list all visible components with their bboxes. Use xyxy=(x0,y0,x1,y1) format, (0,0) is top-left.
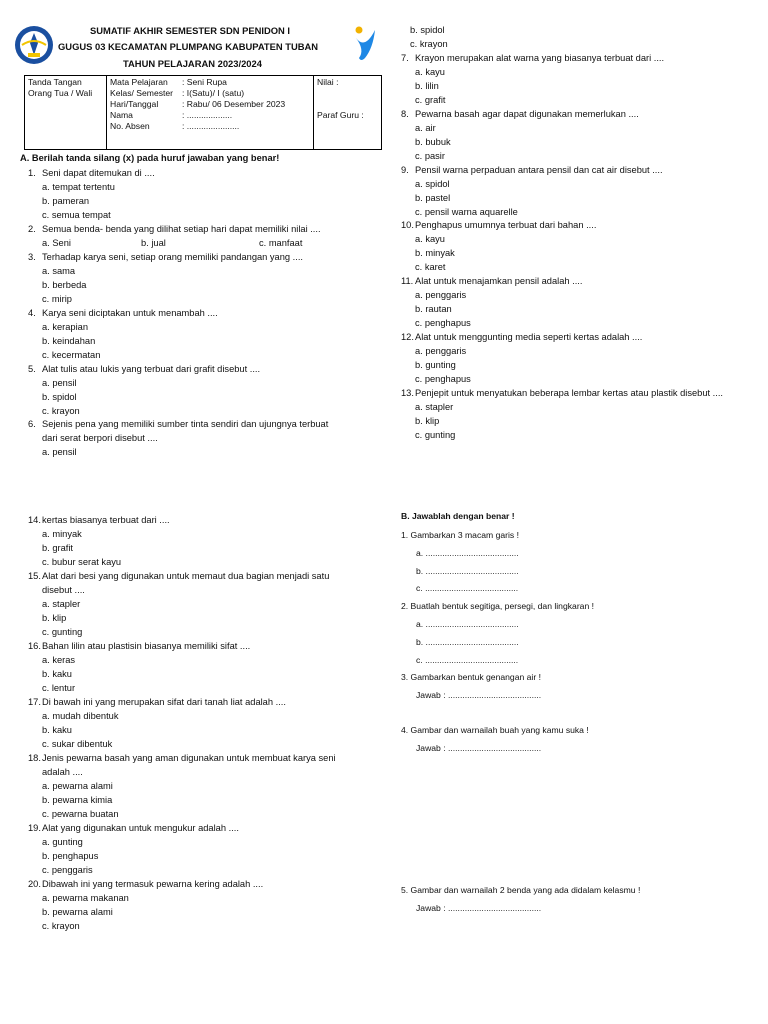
answer-option[interactable]: a. pensil xyxy=(42,447,77,457)
answer-option[interactable]: c. kecermatan xyxy=(42,350,101,360)
name-label: Nama xyxy=(110,110,133,120)
answer-option[interactable]: c. gunting xyxy=(415,430,456,440)
question-text: dari serat berpori disebut .... xyxy=(42,433,158,443)
question-number: 7. xyxy=(401,53,409,63)
answer-option[interactable]: a. pewarna makanan xyxy=(42,893,129,903)
answer-option[interactable]: b. klip xyxy=(42,613,67,623)
section-b-instruction: B. Jawablah dengan benar ! xyxy=(401,511,515,521)
answer-option[interactable]: b. pameran xyxy=(42,196,90,206)
question-text: Alat untuk menggunting media seperti kertas adalah .... xyxy=(415,332,643,342)
question-number: 4. xyxy=(28,308,36,318)
question-number: 14. xyxy=(28,515,41,525)
answer-option[interactable]: b. pewarna kimia xyxy=(42,795,113,805)
answer-option[interactable]: b. grafit xyxy=(42,543,74,553)
question-text: Di bawah ini yang merupakan sifat dari tanah liat adalah .... xyxy=(42,697,286,707)
answer-option[interactable]: b. kaku xyxy=(42,669,72,679)
question-text: Pensil warna perpaduan antara pensil dan cat air disebut .... xyxy=(415,165,663,175)
student-info-box xyxy=(24,75,382,150)
date-value: : Rabu/ 06 Desember 2023 xyxy=(182,99,286,109)
essay-question-5: 5. Gambar dan warnailah 2 benda yang ada didalam kelasmu ! xyxy=(401,885,641,895)
teacher-initial-label: Paraf Guru : xyxy=(317,110,364,120)
score-label: Nilai : xyxy=(317,77,339,87)
question-text: Pewarna basah agar dapat digunakan memerlukan .... xyxy=(415,109,639,119)
question-text: Terhadap karya seni, setiap orang memiliki pandangan yang .... xyxy=(42,252,303,262)
answer-option[interactable]: c. krayon xyxy=(42,406,80,416)
question-text: Penghapus umumnya terbuat dari bahan .... xyxy=(415,220,597,230)
answer-option[interactable]: c. krayon xyxy=(410,39,448,49)
question-text: Karya seni diciptakan untuk menambah .... xyxy=(42,308,218,318)
exam-title: SUMATIF AKHIR SEMESTER SDN PENIDON I xyxy=(90,25,291,36)
answer-option[interactable]: a. stapler xyxy=(415,402,454,412)
essay-answer-line[interactable]: Jawab : ....................................... xyxy=(416,743,542,753)
parent-sign-label: Tanda Tangan xyxy=(28,77,82,87)
question-text: Semua benda- benda yang dilihat setiap hari dapat memiliki nilai .... xyxy=(42,224,321,234)
answer-option[interactable]: c. karet xyxy=(415,262,446,272)
answer-option[interactable]: a. tempat tertentu xyxy=(42,182,115,192)
answer-option[interactable]: c. penggaris xyxy=(42,865,93,875)
question-number: 20. xyxy=(28,879,41,889)
essay-question-3: 3. Gambarkan bentuk genangan air ! xyxy=(401,672,541,682)
question-number: 13. xyxy=(401,388,414,398)
question-number: 11. xyxy=(401,276,414,286)
answer-option[interactable]: b. gunting xyxy=(415,360,456,370)
question-number: 12. xyxy=(401,332,414,342)
answer-option[interactable]: b. jual xyxy=(141,238,166,248)
class-value: : I(Satu)/ I (satu) xyxy=(182,88,245,98)
answer-option[interactable]: b. berbeda xyxy=(42,280,87,290)
essay-answer-line[interactable]: Jawab : ....................................... xyxy=(416,690,542,700)
absen-field[interactable]: : ...................... xyxy=(182,121,240,131)
answer-option[interactable]: b. minyak xyxy=(415,248,455,258)
subject-label: Mata Pelajaran xyxy=(110,77,168,87)
question-text: Krayon merupakan alat warna yang biasanya terbuat dari .... xyxy=(415,53,665,63)
school-cluster-line: GUGUS 03 KECAMATAN PLUMPANG KABUPATEN TUBAN xyxy=(58,41,319,52)
subject-value: : Seni Rupa xyxy=(182,77,227,87)
question-number: 1. xyxy=(28,168,36,178)
question-number: 19. xyxy=(28,823,41,833)
answer-option[interactable]: a. Seni xyxy=(42,238,71,248)
essay-answer-line[interactable]: b. ....................................... xyxy=(416,637,519,647)
answer-option[interactable]: b. bubuk xyxy=(415,137,451,147)
question-number: 16. xyxy=(28,641,41,651)
answer-option[interactable]: b. pewarna alami xyxy=(42,907,113,917)
question-text: Dibawah ini yang termasuk pewarna kering adalah .... xyxy=(42,879,264,889)
question-text: Penjepit untuk menyatukan beberapa lembar kertas atau plastik disebut .... xyxy=(415,388,724,398)
question-number: 5. xyxy=(28,364,36,374)
section-a-instruction: A. Berilah tanda silang (x) pada huruf jawaban yang benar! xyxy=(20,153,280,163)
answer-option[interactable]: a. spidol xyxy=(415,179,450,189)
question-text: Sejenis pena yang memiliki sumber tinta sendiri dan ujungnya terbuat xyxy=(42,419,329,429)
absen-label: No. Absen xyxy=(110,121,150,131)
question-text: adalah .... xyxy=(42,767,83,777)
essay-answer-line[interactable]: b. ....................................... xyxy=(416,566,519,576)
question-text: Alat tulis atau lukis yang terbuat dari grafit disebut .... xyxy=(42,364,261,374)
question-text: kertas biasanya terbuat dari .... xyxy=(42,515,170,525)
answer-option[interactable]: c. semua tempat xyxy=(42,210,111,220)
answer-option[interactable]: a. penggaris xyxy=(415,346,467,356)
answer-option[interactable]: c. sukar dibentuk xyxy=(42,739,113,749)
essay-answer-line[interactable]: a. ....................................... xyxy=(416,548,519,558)
essay-answer-line[interactable]: a. ....................................... xyxy=(416,619,519,629)
answer-option[interactable]: c. penghapus xyxy=(415,318,471,328)
answer-option[interactable]: c. mirip xyxy=(42,294,72,304)
question-text: Bahan lilin atau plastisin biasanya memiliki sifat .... xyxy=(42,641,251,651)
answer-option[interactable]: c. pasir xyxy=(415,151,445,161)
question-number: 8. xyxy=(401,109,409,119)
date-label: Hari/Tanggal xyxy=(110,99,159,109)
answer-option[interactable]: b. spidol xyxy=(410,25,445,35)
question-text: Seni dapat ditemukan di .... xyxy=(42,168,155,178)
question-number: 18. xyxy=(28,753,41,763)
parent-sign-label-2: Orang Tua / Wali xyxy=(28,88,93,98)
merdeka-belajar-logo-icon xyxy=(353,24,379,64)
answer-option[interactable]: a. stapler xyxy=(42,599,81,609)
academic-year: TAHUN PELAJARAN 2023/2024 xyxy=(123,58,262,69)
question-text: Alat yang digunakan untuk mengukur adalah .... xyxy=(42,823,239,833)
essay-question-4: 4. Gambar dan warnailah buah yang kamu suka ! xyxy=(401,725,589,735)
answer-option[interactable]: b. spidol xyxy=(42,392,77,402)
answer-option[interactable]: b. keindahan xyxy=(42,336,96,346)
question-number: 15. xyxy=(28,571,41,581)
question-number: 9. xyxy=(401,165,409,175)
tut-wuri-handayani-logo-icon xyxy=(12,25,56,65)
answer-option[interactable]: a. mudah dibentuk xyxy=(42,711,119,721)
answer-option[interactable]: a. pensil xyxy=(42,378,77,388)
answer-option[interactable]: a. air xyxy=(415,123,436,133)
question-number: 17. xyxy=(28,697,41,707)
question-number: 2. xyxy=(28,224,36,234)
answer-option[interactable]: c. pewarna buatan xyxy=(42,809,119,819)
answer-option[interactable]: c. gunting xyxy=(42,627,83,637)
question-number: 3. xyxy=(28,252,36,262)
answer-option[interactable]: c. grafit xyxy=(415,95,446,105)
answer-option[interactable]: b. lilin xyxy=(415,81,439,91)
answer-option[interactable]: c. lentur xyxy=(42,683,76,693)
answer-option[interactable]: b. pastel xyxy=(415,193,451,203)
question-text: Alat untuk menajamkan pensil adalah .... xyxy=(415,276,583,286)
answer-option[interactable]: a. kayu xyxy=(415,234,445,244)
answer-option[interactable]: a. sama xyxy=(42,266,76,276)
answer-option[interactable]: b. penghapus xyxy=(42,851,99,861)
question-text: Alat dari besi yang digunakan untuk memaut dua bagian menjadi satu xyxy=(42,571,330,581)
name-field[interactable]: : ................... xyxy=(182,110,233,120)
answer-option[interactable]: a. kayu xyxy=(415,67,445,77)
question-number: 10. xyxy=(401,220,414,230)
essay-question-1: 1. Gambarkan 3 macam garis ! xyxy=(401,530,519,540)
answer-option[interactable]: c. pensil warna aquarelle xyxy=(415,207,518,217)
answer-option[interactable]: c. bubur serat kayu xyxy=(42,557,122,567)
answer-option[interactable]: c. krayon xyxy=(42,921,80,931)
essay-answer-line[interactable]: Jawab : ....................................... xyxy=(416,903,542,913)
answer-option[interactable]: a. minyak xyxy=(42,529,82,539)
answer-option[interactable]: a. kerapian xyxy=(42,322,88,332)
answer-option[interactable]: b. kaku xyxy=(42,725,72,735)
answer-option[interactable]: c. manfaat xyxy=(259,238,303,248)
essay-answer-line[interactable]: c. ....................................... xyxy=(416,655,519,665)
answer-option[interactable]: a. pewarna alami xyxy=(42,781,113,791)
essay-answer-line[interactable]: c. ....................................... xyxy=(416,583,519,593)
question-text: disebut .... xyxy=(42,585,85,595)
answer-option[interactable]: b. rautan xyxy=(415,304,452,314)
answer-option[interactable]: a. keras xyxy=(42,655,76,665)
answer-option[interactable]: a. gunting xyxy=(42,837,83,847)
question-number: 6. xyxy=(28,419,36,429)
answer-option[interactable]: a. penggaris xyxy=(415,290,467,300)
answer-option[interactable]: c. penghapus xyxy=(415,374,471,384)
question-text: Jenis pewarna basah yang aman digunakan untuk membuat karya seni xyxy=(42,753,336,763)
answer-option[interactable]: b. klip xyxy=(415,416,440,426)
essay-question-2: 2. Buatlah bentuk segitiga, persegi, dan lingkaran ! xyxy=(401,601,595,611)
class-label: Kelas/ Semester xyxy=(110,88,174,98)
